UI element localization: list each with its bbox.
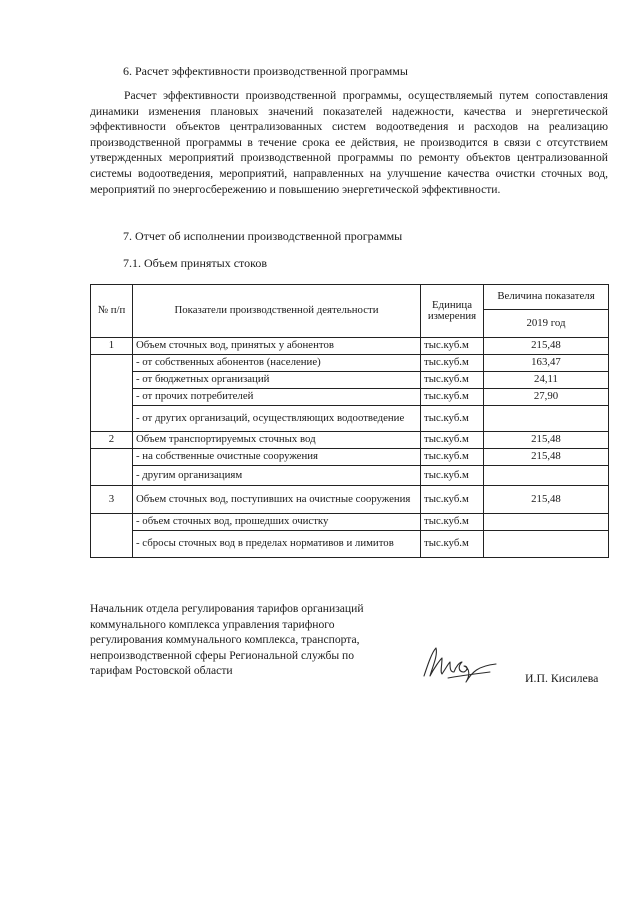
row-value: 163,47 (484, 355, 609, 372)
table-row (91, 432, 609, 449)
row-label: - на собственные очистные сооружения (133, 449, 421, 466)
row-unit: тыс.куб.м (421, 432, 484, 449)
row-label: Объем сточных вод, поступивших на очистные сооружения (133, 486, 421, 514)
row-num: 1 (91, 338, 133, 355)
section-7-heading: 7. Отчет об исполнении производственной программы (123, 229, 403, 243)
row-label: - сбросы сточных вод в пределах нормативов и лимитов (133, 531, 421, 558)
row-value (484, 466, 609, 486)
row-unit: тыс.куб.м (421, 514, 484, 531)
row-label: - от прочих потребителей (133, 389, 421, 406)
signatory-line: тарифам Ростовской области (90, 664, 233, 678)
row-unit: тыс.куб.м (421, 389, 484, 406)
row-num: 3 (91, 486, 133, 514)
header-year: 2019 год (484, 310, 609, 338)
row-value: 24,11 (484, 372, 609, 389)
row-unit: тыс.куб.м (421, 406, 484, 432)
row-unit: тыс.куб.м (421, 486, 484, 514)
table-row (91, 338, 609, 355)
row-num-empty (91, 355, 133, 432)
table-row (91, 355, 609, 372)
row-value: 215,48 (484, 432, 609, 449)
row-label: - другим организациям (133, 466, 421, 486)
row-value: 215,48 (484, 449, 609, 466)
row-value (484, 531, 609, 558)
row-label: - от собственных абонентов (население) (133, 355, 421, 372)
table-row (91, 389, 609, 406)
signatory-line: регулирования коммунального комплекса, транспорта, (90, 633, 360, 647)
row-label: Объем сточных вод, принятых у абонентов (133, 338, 421, 355)
header-indicator: Показатели производственной деятельности (133, 285, 421, 338)
stock-volume-table (90, 284, 609, 558)
row-label: - от других организаций, осуществляющих водоотведение (133, 406, 421, 432)
row-value (484, 514, 609, 531)
table-row (91, 372, 609, 389)
row-label: - от бюджетных организаций (133, 372, 421, 389)
table-row (91, 449, 609, 466)
row-label: - объем сточных вод, прошедших очистку (133, 514, 421, 531)
table-row (91, 406, 609, 432)
row-num-empty (91, 449, 133, 486)
table-row (91, 486, 609, 514)
header-unit: Единица измерения (421, 285, 484, 338)
section-6-paragraph: Расчет эффективности производственной программы, осуществляемый путем сопоставления динамики изменения плановых значений показателей надежности, качества и энергетической эффективности объектов централизованных систем водоотведения и расходов на реализацию производственной программы в течение срока ее действия, не производится в связи с отсутствием утвержденных мероприятий производственной программы по ремонту объектов централизованной системы водоотведения, мероприятий, направленных на улучшение качества очистки сточных вод, мероприятий по энергосбережению и повышению энергетической эффективности. (90, 89, 608, 196)
table-row (91, 531, 609, 558)
row-unit: тыс.куб.м (421, 372, 484, 389)
table-row (91, 514, 609, 531)
header-num: № п/п (91, 285, 133, 338)
row-num: 2 (91, 432, 133, 449)
row-value: 27,90 (484, 389, 609, 406)
header-value: Величина показателя (484, 285, 609, 310)
section-6-heading: 6. Расчет эффективности производственной программы (123, 64, 408, 78)
row-value (484, 406, 609, 432)
signatory-line: непроизводственной сферы Региональной службы по (90, 648, 355, 662)
signatory-line: Начальник отдела регулирования тарифов организаций (90, 602, 364, 615)
row-unit: тыс.куб.м (421, 355, 484, 372)
signatory-title (90, 601, 420, 679)
section-7-1-heading: 7.1. Объем принятых стоков (123, 256, 267, 270)
row-unit: тыс.куб.м (421, 466, 484, 486)
row-num-empty (91, 514, 133, 558)
row-unit: тыс.куб.м (421, 338, 484, 355)
handwritten-signature (418, 642, 498, 688)
row-value: 215,48 (484, 486, 609, 514)
row-label: Объем транспортируемых сточных вод (133, 432, 421, 449)
row-unit: тыс.куб.м (421, 449, 484, 466)
signatory-line: коммунального комплекса управления тарифного (90, 617, 335, 631)
row-unit: тыс.куб.м (421, 531, 484, 558)
signatory-name: И.П. Кисилева (525, 671, 599, 685)
table-row (91, 466, 609, 486)
row-value: 215,48 (484, 338, 609, 355)
